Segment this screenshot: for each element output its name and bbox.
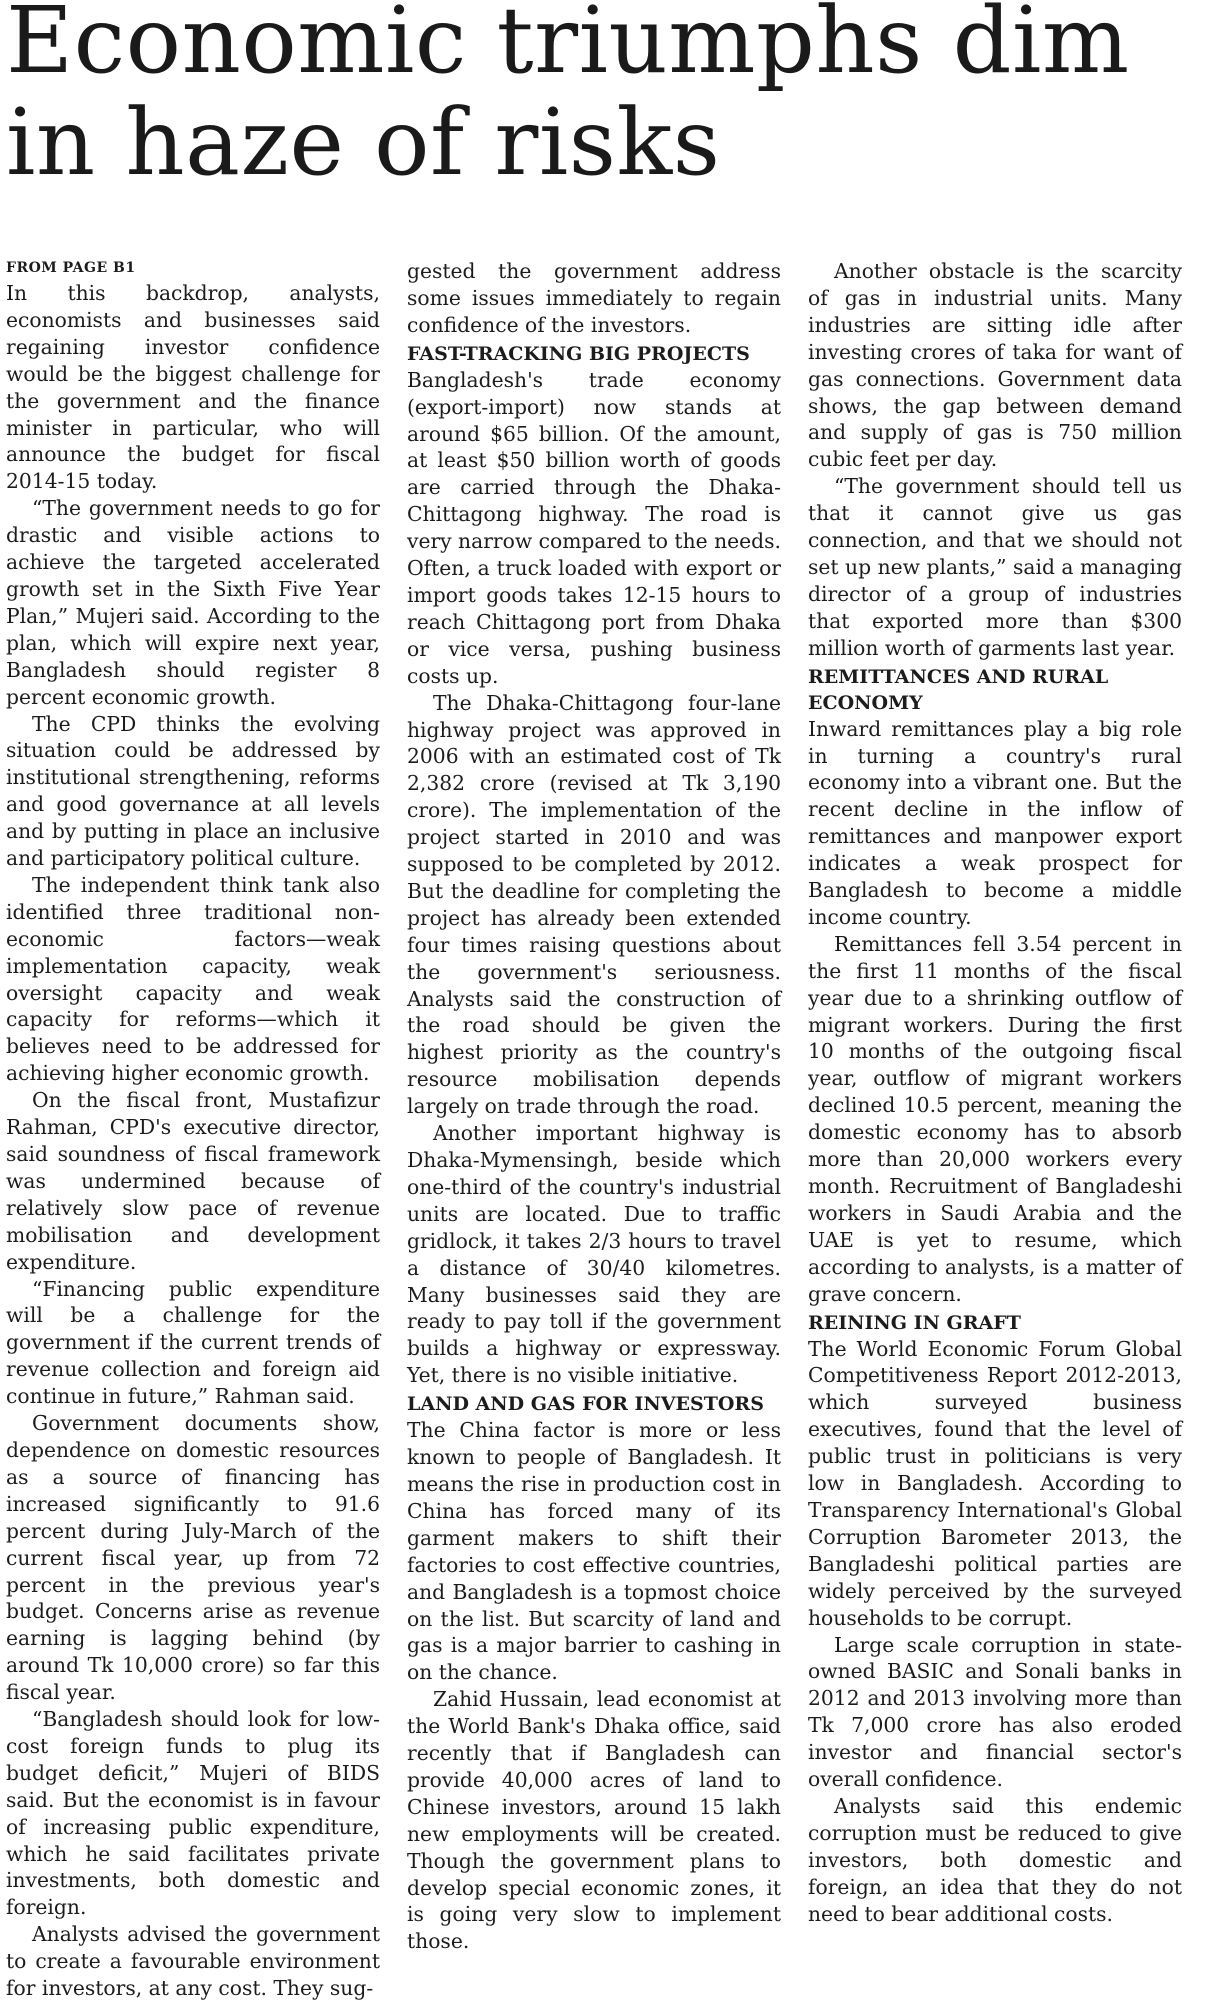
paragraph: Another obstacle is the scarcity of gas in industrial units. Many industries are sitting idle after investing crores of taka for want of gas connections. Government data shows, the gap between demand and supply of gas is 750 million cubic feet per day. [808, 259, 1182, 472]
paragraph: The Dhaka-Chittagong four-lane highway project was approved in 2006 with an estimated cost of Tk 2,382 crore (revised at Tk 3,190 crore). The implementation of the project started in 2010 and was supposed to be completed by 2012. But the deadline for completing the project has already been extended four times raising questions about the government's seriousness. Analysts said the construction of the road should be given the highest priority as the country's resource mobilisation depends largely on trade through the road. [407, 690, 781, 1119]
headline: Economic triumphs dim in haze of risks [6, 0, 1130, 196]
paragraph: In this backdrop, analysts, economists and businesses said regaining investor confidence would be the biggest challenge for the government and the finance minister in particular, who will announce the budget for fiscal 2014-15 today. [6, 281, 380, 494]
subheading-land-gas: LAND AND GAS FOR INVESTORS [407, 1393, 764, 1416]
paragraph: “Financing public expenditure will be a challenge for the government if the current trends of revenue collection and foreign aid continue in future,” Rahman said. [6, 1276, 380, 1409]
article-body [6, 258, 1182, 2001]
paragraph: gested the government address some issues immediately to regain confidence of the investors. [407, 259, 781, 337]
column-3 [808, 258, 1182, 1926]
paragraph: “The government needs to go for drastic and visible actions to achieve the targeted accelerated growth set in the Sixth Five Year Plan,” Mujeri said. According to the plan, which will expire next year, Bangladesh should register 8 percent economic growth. [6, 496, 380, 709]
paragraph: Large scale corruption in state-owned BASIC and Sonali banks in 2012 and 2013 involving more than Tk 7,000 crore has also eroded investor and financial sector's overall confidence. [808, 1632, 1182, 1792]
subheading-graft: REINING IN GRAFT [808, 1311, 1021, 1334]
paragraph: Zahid Hussain, lead economist at the World Bank's Dhaka office, said recently that if Bangladesh can provide 40,000 acres of land to Chinese investors, around 15 lakh new employments will be created. Though the government plans to develop special economic zones, it is going very slow to implement those. [407, 1687, 781, 1954]
paragraph: Remittances fell 3.54 percent in the first 11 months of the fiscal year due to a shrinking outflow of migrant workers. During the first 10 months of the outgoing fiscal year, outflow of migrant workers declined 10.5 percent, meaning the domestic economy has to absorb more than 20,000 workers every month. Recruitment of Bangladeshi workers in Saudi Arabia and the UAE is yet to resume, which according to analysts, is a matter of grave concern. [808, 931, 1182, 1306]
continuation-kicker: FROM PAGE B1 [6, 260, 136, 276]
paragraph: The World Economic Forum Global Competitiveness Report 2012-2013, which surveyed business executives, found that the level of public trust in politicians is very low in Bangladesh. According to Transparency International's Global Corruption Barometer 2013, the Bangladeshi political parties are widely perceived by the surveyed households to be corrupt. [808, 1336, 1182, 1630]
paragraph: Analysts said this endemic corruption must be reduced to give investors, both domestic and foreign, an idea that they do not need to bear additional costs. [808, 1793, 1182, 1926]
paragraph: Analysts advised the government to create a favourable environment for investors, at any cost. They sug- [6, 1922, 380, 2001]
paragraph: Government documents show, dependence on domestic resources as a source of financing has increased significantly to 91.6 percent during July-March of the current fiscal year, up from 72 percent in the previous year's budget. Concerns arise as revenue earning is lagging behind (by around Tk 10,000 crore) so far this fiscal year. [6, 1411, 380, 1705]
subheading-fast-tracking: FAST-TRACKING BIG PROJECTS [407, 342, 750, 365]
column-2 [407, 258, 781, 1954]
column-1 [6, 258, 380, 2001]
paragraph: Another important highway is Dhaka-Mymensingh, beside which one-third of the country's industrial units are located. Due to traffic gridlock, it takes 2/3 hours to travel a distance of 30/40 kilometres. Many businesses said they are ready to pay toll if the government builds a highway or expressway. Yet, there is no visible initiative. [407, 1121, 781, 1388]
paragraph: The independent think tank also identified three traditional non-economic factors—weak implementation capacity, weak oversight capacity and weak capacity for reforms—which it believes need to be addressed for achieving higher economic growth. [6, 872, 380, 1086]
paragraph: “The government should tell us that it cannot give us gas connection, and that we should not set up new plants,” said a managing director of a group of industries that exported more than $300 million worth of garments last year. [808, 474, 1182, 660]
paragraph: On the fiscal front, Mustafizur Rahman, CPD's executive director, said soundness of fiscal framework was undermined because of relatively slow pace of revenue mobilisation and development expenditure. [6, 1088, 380, 1274]
subheading-remittances: REMITTANCES AND RURAL ECONOMY [808, 665, 1109, 714]
paragraph: “Bangladesh should look for low-cost foreign funds to plug its budget deficit,” Mujeri of BIDS said. But the economist is in favour of increasing public expenditure, which he said facilitates private investments, both domestic and foreign. [6, 1707, 380, 1920]
paragraph: The CPD thinks the evolving situation could be addressed by institutional strengthening, reforms and good governance at all levels and by putting in place an inclusive and participatory political culture. [6, 711, 380, 871]
paragraph: The China factor is more or less known to people of Bangladesh. It means the rise in production cost in China has forced many of its garment makers to shift their factories to cost effective countries, and Bangladesh is a topmost choice on the list. But scarcity of land and gas is a major barrier to cashing in on the chance. [407, 1418, 781, 1685]
paragraph: Bangladesh's trade economy (export-import) now stands at around $65 billion. Of the amount, at least $50 billion worth of goods are carried through the Dhaka-Chittagong highway. The road is very narrow compared to the needs. Often, a truck loaded with export or import goods takes 12-15 hours to reach Chittagong port from Dhaka or vice versa, pushing business costs up. [407, 367, 781, 688]
paragraph: Inward remittances play a big role in turning a country's rural economy into a vibrant one. But the recent decline in the inflow of remittances and manpower export indicates a weak prospect for Bangladesh to become a middle income country. [808, 716, 1182, 929]
